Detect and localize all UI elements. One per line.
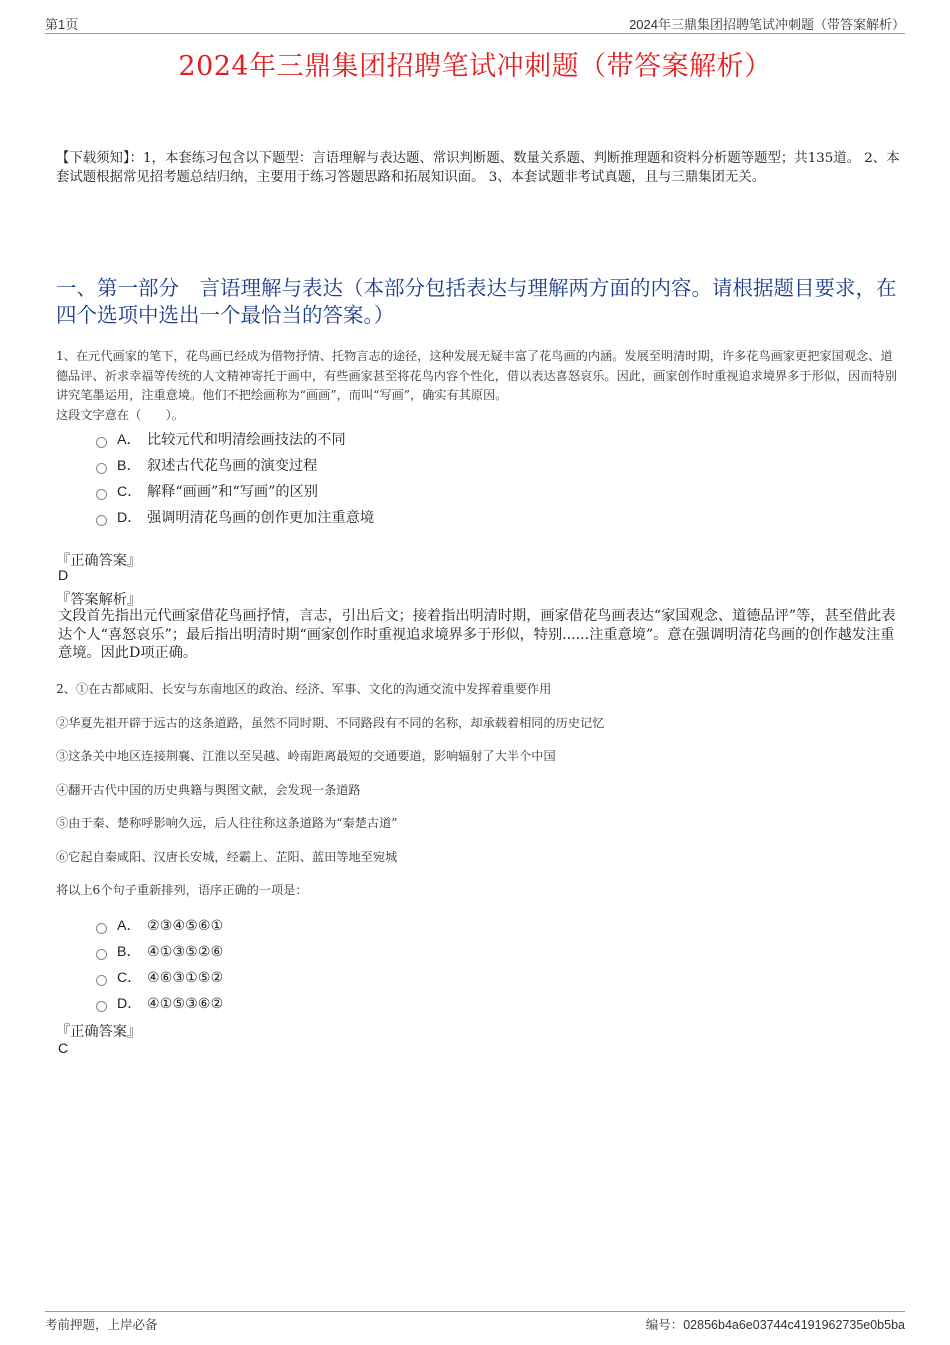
option-letter: C．: [117, 970, 142, 986]
radio-icon[interactable]: [96, 949, 107, 960]
q1-option-c[interactable]: [96, 479, 796, 505]
page-header: [45, 14, 905, 34]
q1-option-a[interactable]: [96, 427, 796, 453]
q2-option-d[interactable]: [96, 991, 796, 1017]
question-1-prompt: 这段文字意在（ ）。: [56, 407, 184, 422]
q2-answer: C: [58, 1041, 69, 1057]
option-letter: A．: [117, 432, 141, 448]
radio-icon[interactable]: [96, 923, 107, 934]
option-letter: B．: [117, 944, 141, 960]
question-1-options: [96, 427, 796, 531]
radio-icon[interactable]: [96, 463, 107, 474]
section-heading: 一、第一部分 言语理解与表达（本部分包括表达与理解两方面的内容。请根据题目要求，在四个选项中选出一个最恰当的答案。）: [56, 276, 897, 327]
radio-icon[interactable]: [96, 489, 107, 500]
q2-sentence-4: ④翻开古代中国的历史典籍与舆图文献，会发现一条道路: [56, 783, 361, 797]
option-letter: D．: [117, 996, 142, 1012]
option-text: ④①③⑤②⑥: [147, 944, 224, 960]
footer-slogan: 考前押题，上岸必备: [45, 1317, 158, 1332]
radio-icon[interactable]: [96, 1001, 107, 1012]
q1-option-b[interactable]: [96, 453, 796, 479]
q2-prompt: 将以上6个句子重新排列，语序正确的一项是：: [56, 883, 308, 897]
q2-sentence-1: 2、①在古都咸阳、长安与东南地区的政治、经济、军事、文化的沟通交流中发挥着重要作用: [56, 682, 552, 696]
q1-answer-label: 『正确答案』: [56, 553, 142, 569]
question-1-text: 1、在元代画家的笔下，花鸟画已经成为借物抒情、托物言志的途径，这种发展无疑丰富了花鸟画的内涵。发展至明清时期，许多花鸟画家更把家国观念、道德品评、祈求幸福等传统的人文精神寄托于画中，有些画家甚至将花鸟内容个性化，借以表达喜怒哀乐。因此，画家创作时重视追求境界多于形似，因而特别讲究笔墨运用，注重意境。他们不把绘画称为“画画”，而叫“写画”，确实有其原因。: [56, 349, 897, 402]
q2-sentence-5: ⑤由于秦、楚称呼影响久远，后人往往称这条道路为“秦楚古道”: [56, 816, 398, 830]
option-text: 比较元代和明清绘画技法的不同: [147, 432, 346, 448]
q2-option-b[interactable]: [96, 939, 796, 965]
q1-answer: D: [58, 568, 69, 584]
footer-code-value: 02856b4a6e03744c4191962735e0b5ba: [683, 1318, 905, 1332]
q2-sentence-2: ②华夏先祖开辟于远古的这条道路，虽然不同时期、不同路段有不同的名称，却承载着相同的历史记忆: [56, 716, 605, 730]
download-notice: 【下载须知】：1，本套练习包含以下题型：言语理解与表达题、常识判断题、数量关系题、判断推理题和资料分析题等题型；共135道。 2、本套试题根据常见招考题总结归纳，主要用于练习答题思路和拓展知识面。 3、本套试题非考试真题，且与三鼎集团无关。: [56, 151, 900, 185]
radio-icon[interactable]: [96, 515, 107, 526]
q1-analysis-label: 『答案解析』: [56, 592, 142, 608]
question-2-options: [96, 913, 796, 1017]
footer-code: [646, 1315, 905, 1333]
header-doc-title: 2024年三鼎集团招聘笔试冲刺题（带答案解析）: [629, 17, 905, 32]
radio-icon[interactable]: [96, 437, 107, 448]
q1-analysis: 文段首先指出元代画家借花鸟画抒情，言志，引出后文；接着指出明清时期，画家借花鸟画表达“家国观念、道德品评”等，甚至借此表达个人“喜怒哀乐”；最后指出明清时期“画家创作时重视追求境界多于形似，特别......注重意境”。意在强调明清花鸟画的创作越发注重意境。因此D项正确。: [58, 608, 896, 661]
q2-sentence-6: ⑥它起自秦咸阳、汉唐长安城，经霸上、芷阳、蓝田等地至宛城: [56, 850, 398, 864]
option-text: ②③④⑤⑥①: [147, 918, 224, 934]
option-text: 强调明清花鸟画的创作更加注重意境: [147, 510, 375, 526]
q1-option-d[interactable]: [96, 505, 796, 531]
q2-option-c[interactable]: [96, 965, 796, 991]
option-letter: A．: [117, 918, 141, 934]
q2-option-a[interactable]: [96, 913, 796, 939]
question-1-stem: [56, 347, 904, 425]
option-text: 叙述古代花鸟画的演变过程: [147, 458, 318, 474]
option-text: ④①⑤③⑥②: [147, 996, 224, 1012]
document-title: 2024年三鼎集团招聘笔试冲刺题（带答案解析）: [178, 51, 772, 82]
q2-sentence-3: ③这条关中地区连接荆襄、江淮以至吴越、岭南距离最短的交通要道，影响辐射了大半个中国: [56, 749, 556, 763]
option-letter: B．: [117, 458, 141, 474]
page-number: 第1页: [45, 17, 79, 32]
footer-code-label: 编号：: [645, 1317, 684, 1332]
page-footer: [45, 1311, 905, 1335]
option-text: 解释“画画”和“写画”的区别: [147, 484, 318, 500]
radio-icon[interactable]: [96, 975, 107, 986]
option-letter: C．: [117, 484, 142, 500]
option-letter: D．: [117, 510, 142, 526]
q2-answer-label: 『正确答案』: [56, 1024, 142, 1040]
option-text: ④⑥③①⑤②: [147, 970, 224, 986]
